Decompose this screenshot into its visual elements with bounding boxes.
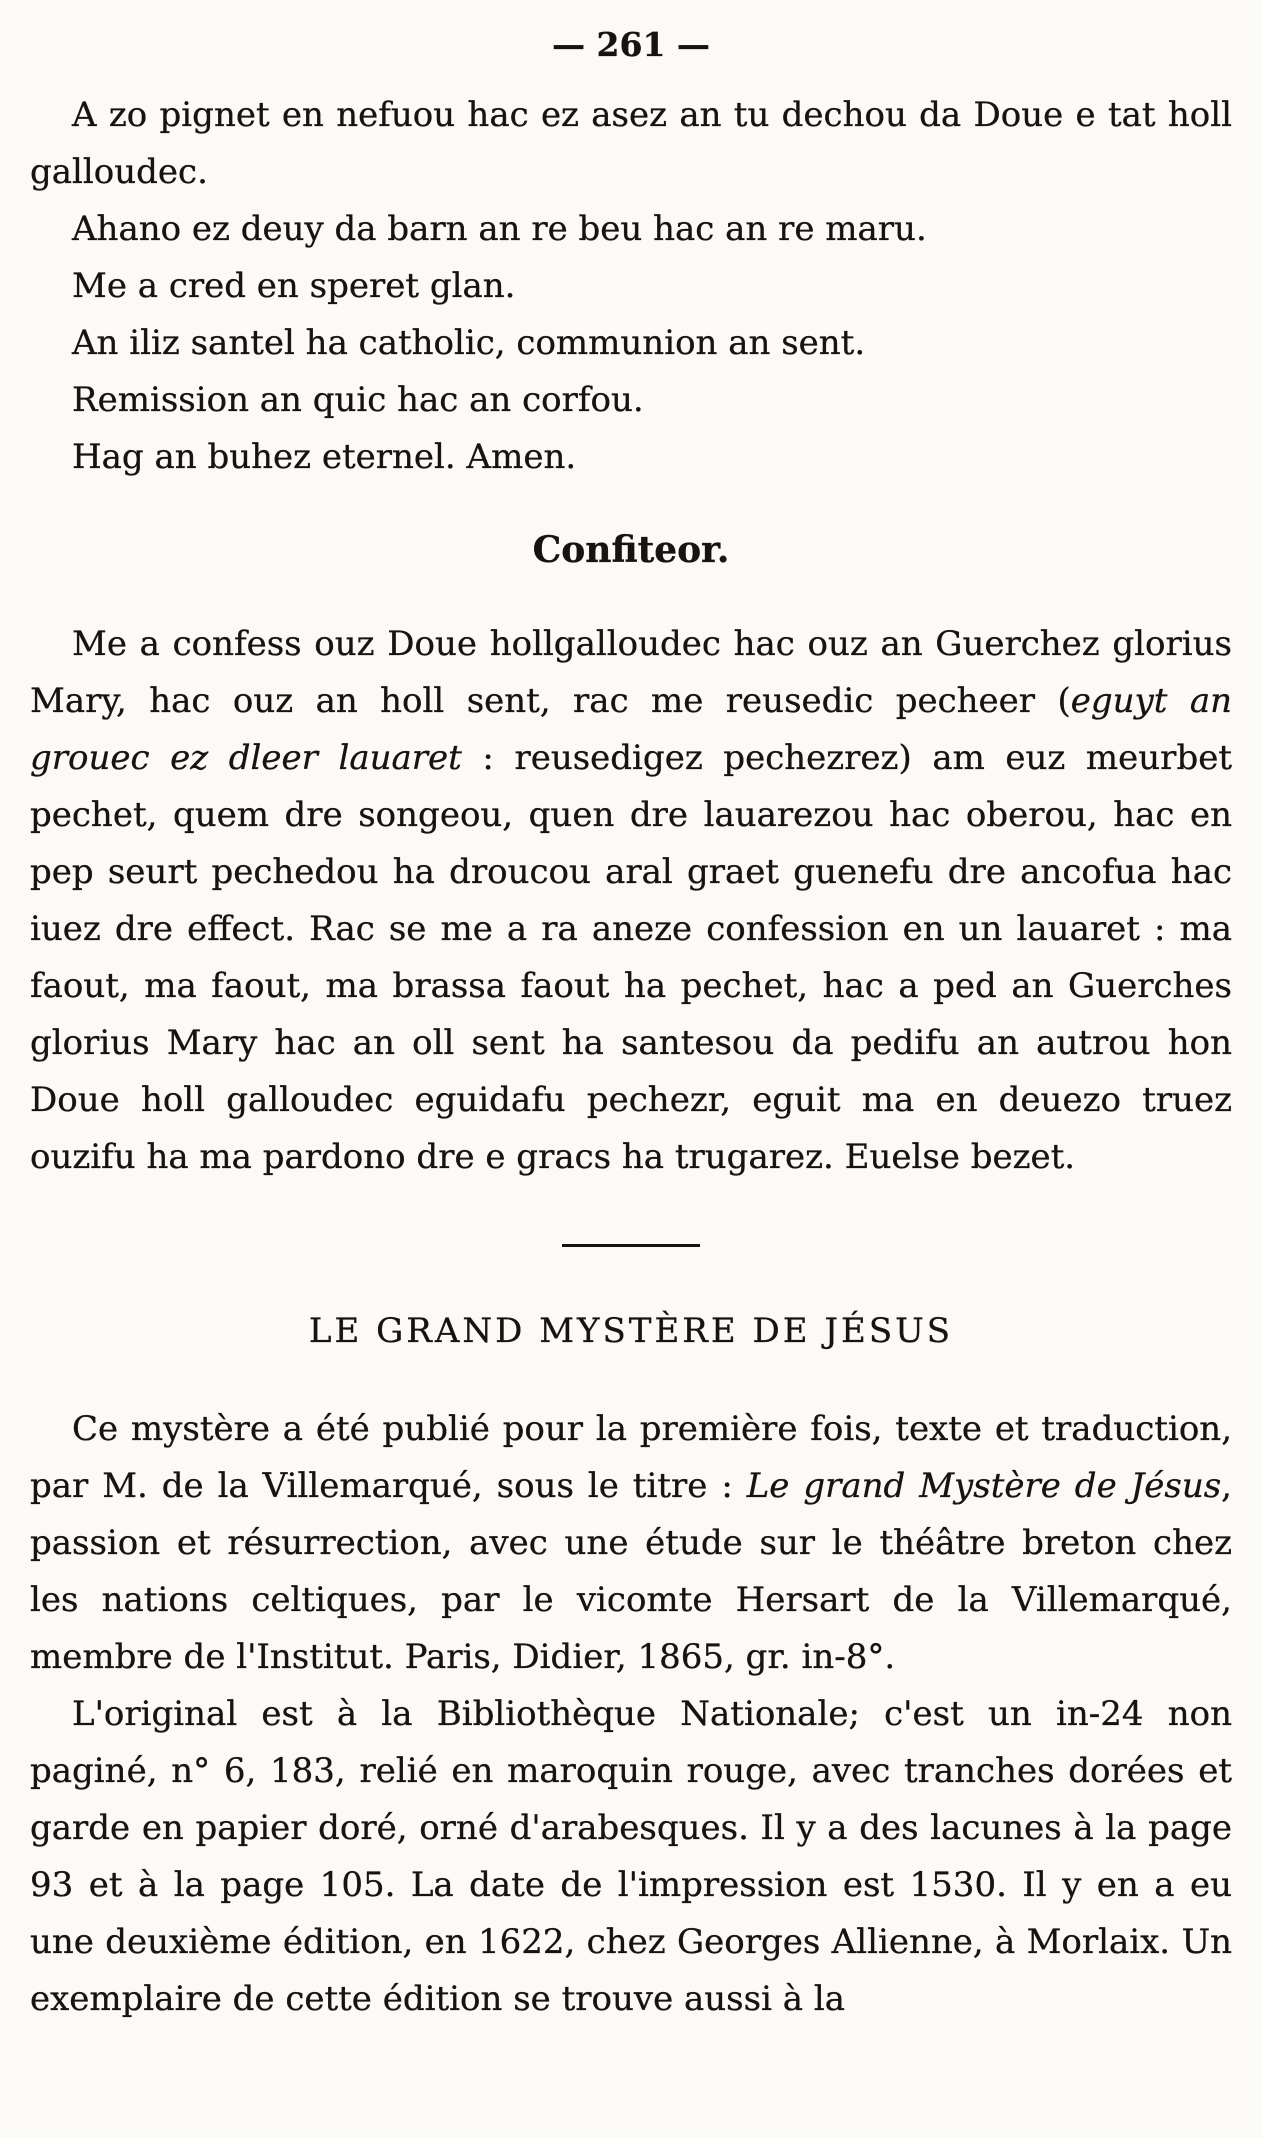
confiteor-italic-phrase: eguyt an grouec ez dleer lauaret <box>30 681 1232 778</box>
creed-line: Me a cred en speret glan. <box>72 266 516 306</box>
creed-line: Hag an buhez eternel. Amen. <box>72 437 577 477</box>
page-number: — 261 — <box>552 25 710 64</box>
mystere-book-title-italic: Le grand Mystère de Jésus <box>746 1466 1222 1506</box>
section-heading: LE GRAND MYSTÈRE DE JÉSUS <box>308 1311 954 1351</box>
creed-line: A zo pignet en nefuou hac ez asez an tu dechou da Doue e tat holl galloudec. <box>30 95 1232 192</box>
creed-section <box>30 87 1232 486</box>
mystere-text-lead: Ce mystère a été publié pour la première fois, texte et traduction, par M. de la Villemarqué, sous le titre : <box>30 1409 1232 1506</box>
confiteor-text-lead: Me a confess ouz Doue hollgalloudec hac ouz an Guerchez glorius Mary, hac ouz an holl sent, rac me reusedic pecheer ( <box>30 624 1232 721</box>
creed-line: An iliz santel ha catholic, communion an sent. <box>72 323 866 363</box>
mystere-text-rest: , passion et résurrection, avec une étude sur le théâtre breton chez les nations celtiques, par le vicomte Hersart de la Villemarqué, membre de l'Institut. Paris, Didier, 1865, gr. in-8°. <box>30 1466 1232 1677</box>
creed-line: Remission an quic hac an corfou. <box>72 380 644 420</box>
mystere-paragraph-2: L'original est à la Bibliothèque Nationale; c'est un in-24 non paginé, n° 6, 183, relié en maroquin rouge, avec tranches dorées et garde en papier doré, orné d'arabesques. Il y a des lacunes à la page 93 et à la page 105. La date de l'impression est 1530. Il y en a eu une deuxième édition, en 1622, chez Georges Allienne, à Morlaix. Un exemplaire de cette édition se trouve aussi à la <box>30 1694 1232 2019</box>
confiteor-paragraph <box>30 616 1232 1186</box>
confiteor-text-rest: : reusedigez pechezrez) am euz meurbet pechet, quem dre songeou, quen dre lauarezou hac oberou, hac en pep seurt pechedou ha droucou aral graet guenefu dre ancofua hac iuez dre effect. Rac se me a ra aneze confession en un lauaret : ma faout, ma faout, ma brassa faout ha pechet, hac a ped an Guerches glorius Mary hac an oll sent ha santesou da pedifu an autrou hon Doue holl galloudec eguidafu pechezr, eguit ma en deuezo truez ouzifu ha ma pardono dre e gracs ha trugarez. Euelse bezet. <box>30 738 1232 1177</box>
mystere-paragraph-1 <box>30 1401 1232 1686</box>
creed-line: Ahano ez deuy da barn an re beu hac an re maru. <box>72 209 927 249</box>
section-divider <box>562 1244 700 1247</box>
confiteor-heading: Confiteor. <box>532 529 730 571</box>
